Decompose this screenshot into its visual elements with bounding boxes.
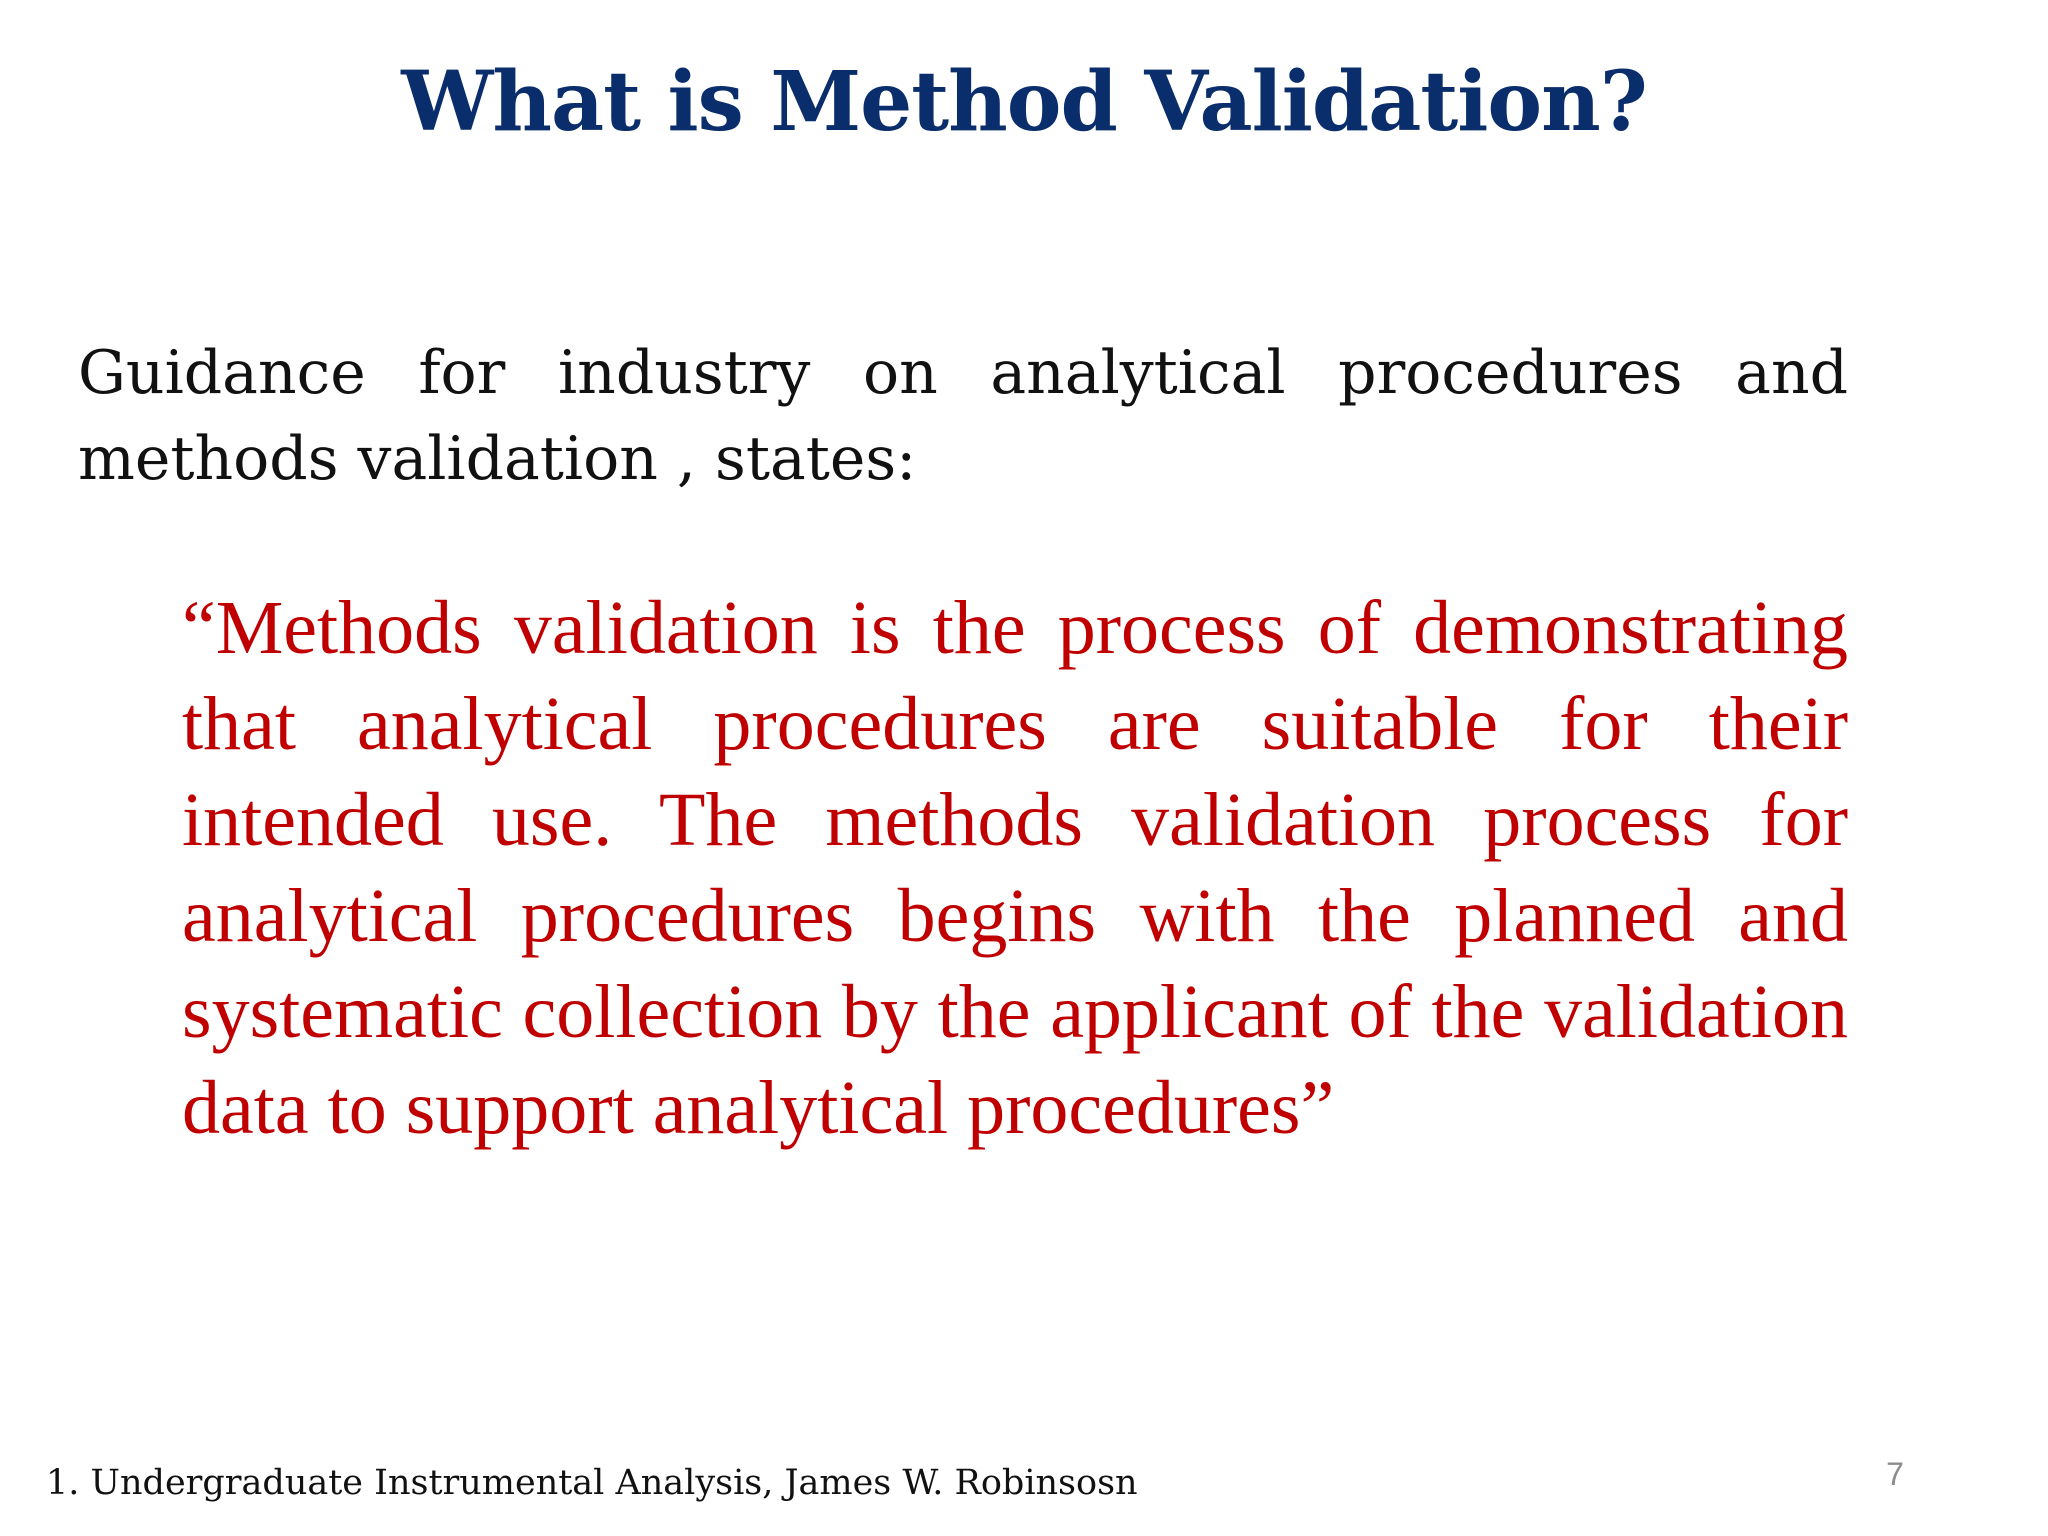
definition-quote: “Methods validation is the process of demonstrating that analytical procedures are suitable for their intended use. The methods validation process for analytical procedures begins with the planned and systematic collection by the applicant of the validation data to support analytical procedures” bbox=[182, 586, 1848, 1150]
reference-footnote: 1. Undergraduate Instrumental Analysis, James W. Robinsosn bbox=[46, 1463, 1138, 1503]
page-number: 7 bbox=[1886, 1456, 1904, 1492]
slide-title: What is Method Validation? bbox=[401, 54, 1647, 150]
intro-paragraph: Guidance for industry on analytical procedures and methods validation , states: bbox=[78, 338, 1848, 494]
